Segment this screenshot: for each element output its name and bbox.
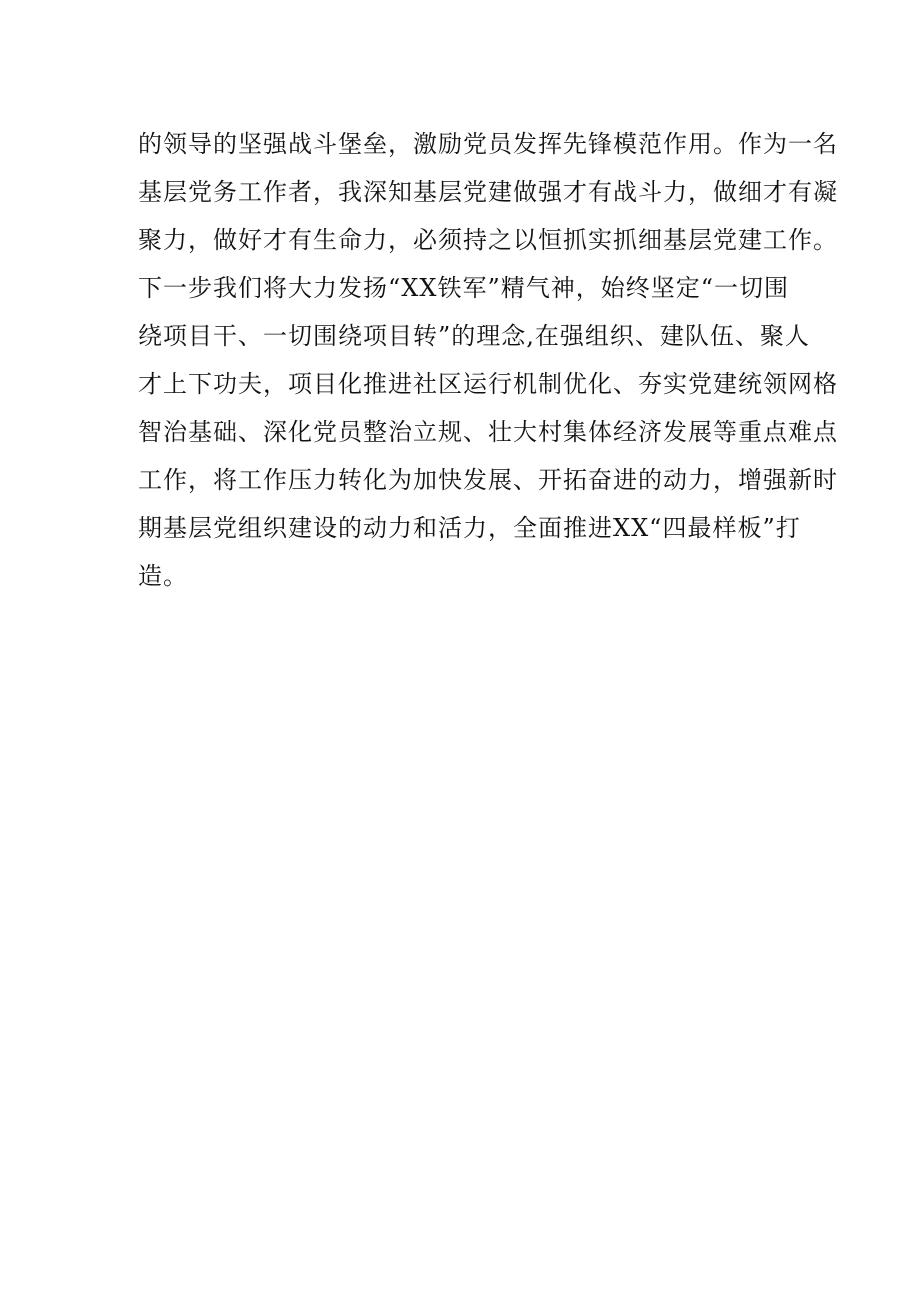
text-line: 工作，将工作压力转化为加快发展、开拓奋进的动力，增强新时 — [138, 466, 838, 494]
text-line: 智治基础、深化党员整治立规、壮大村集体经济发展等重点难点 — [138, 418, 838, 446]
text-line: 期基层党组织建设的动力和活力，全面推进XX“四最样板”打 — [138, 514, 801, 542]
text-line: 的领导的坚强战斗堡垒，激励党员发挥先锋模范作用。作为一名 — [138, 130, 838, 158]
text-line: 才上下功夫，项目化推进社区运行机制优化、夯实党建统领网格 — [138, 370, 838, 398]
text-line: 下一步我们将大力发扬“XX铁军”精气神，始终坚定“一切围 — [138, 274, 789, 302]
text-line: 基层党务工作者，我深知基层党建做强才有战斗力，做细才有凝 — [138, 178, 838, 206]
text-line: 聚力，做好才有生命力，必须持之以恒抓实抓细基层党建工作。 — [138, 226, 838, 254]
text-line: 绕项目干、一切围绕项目转”的理念,在强组织、建队伍、聚人 — [138, 322, 810, 350]
body-paragraph — [138, 120, 838, 600]
text-line: 造。 — [138, 562, 188, 590]
